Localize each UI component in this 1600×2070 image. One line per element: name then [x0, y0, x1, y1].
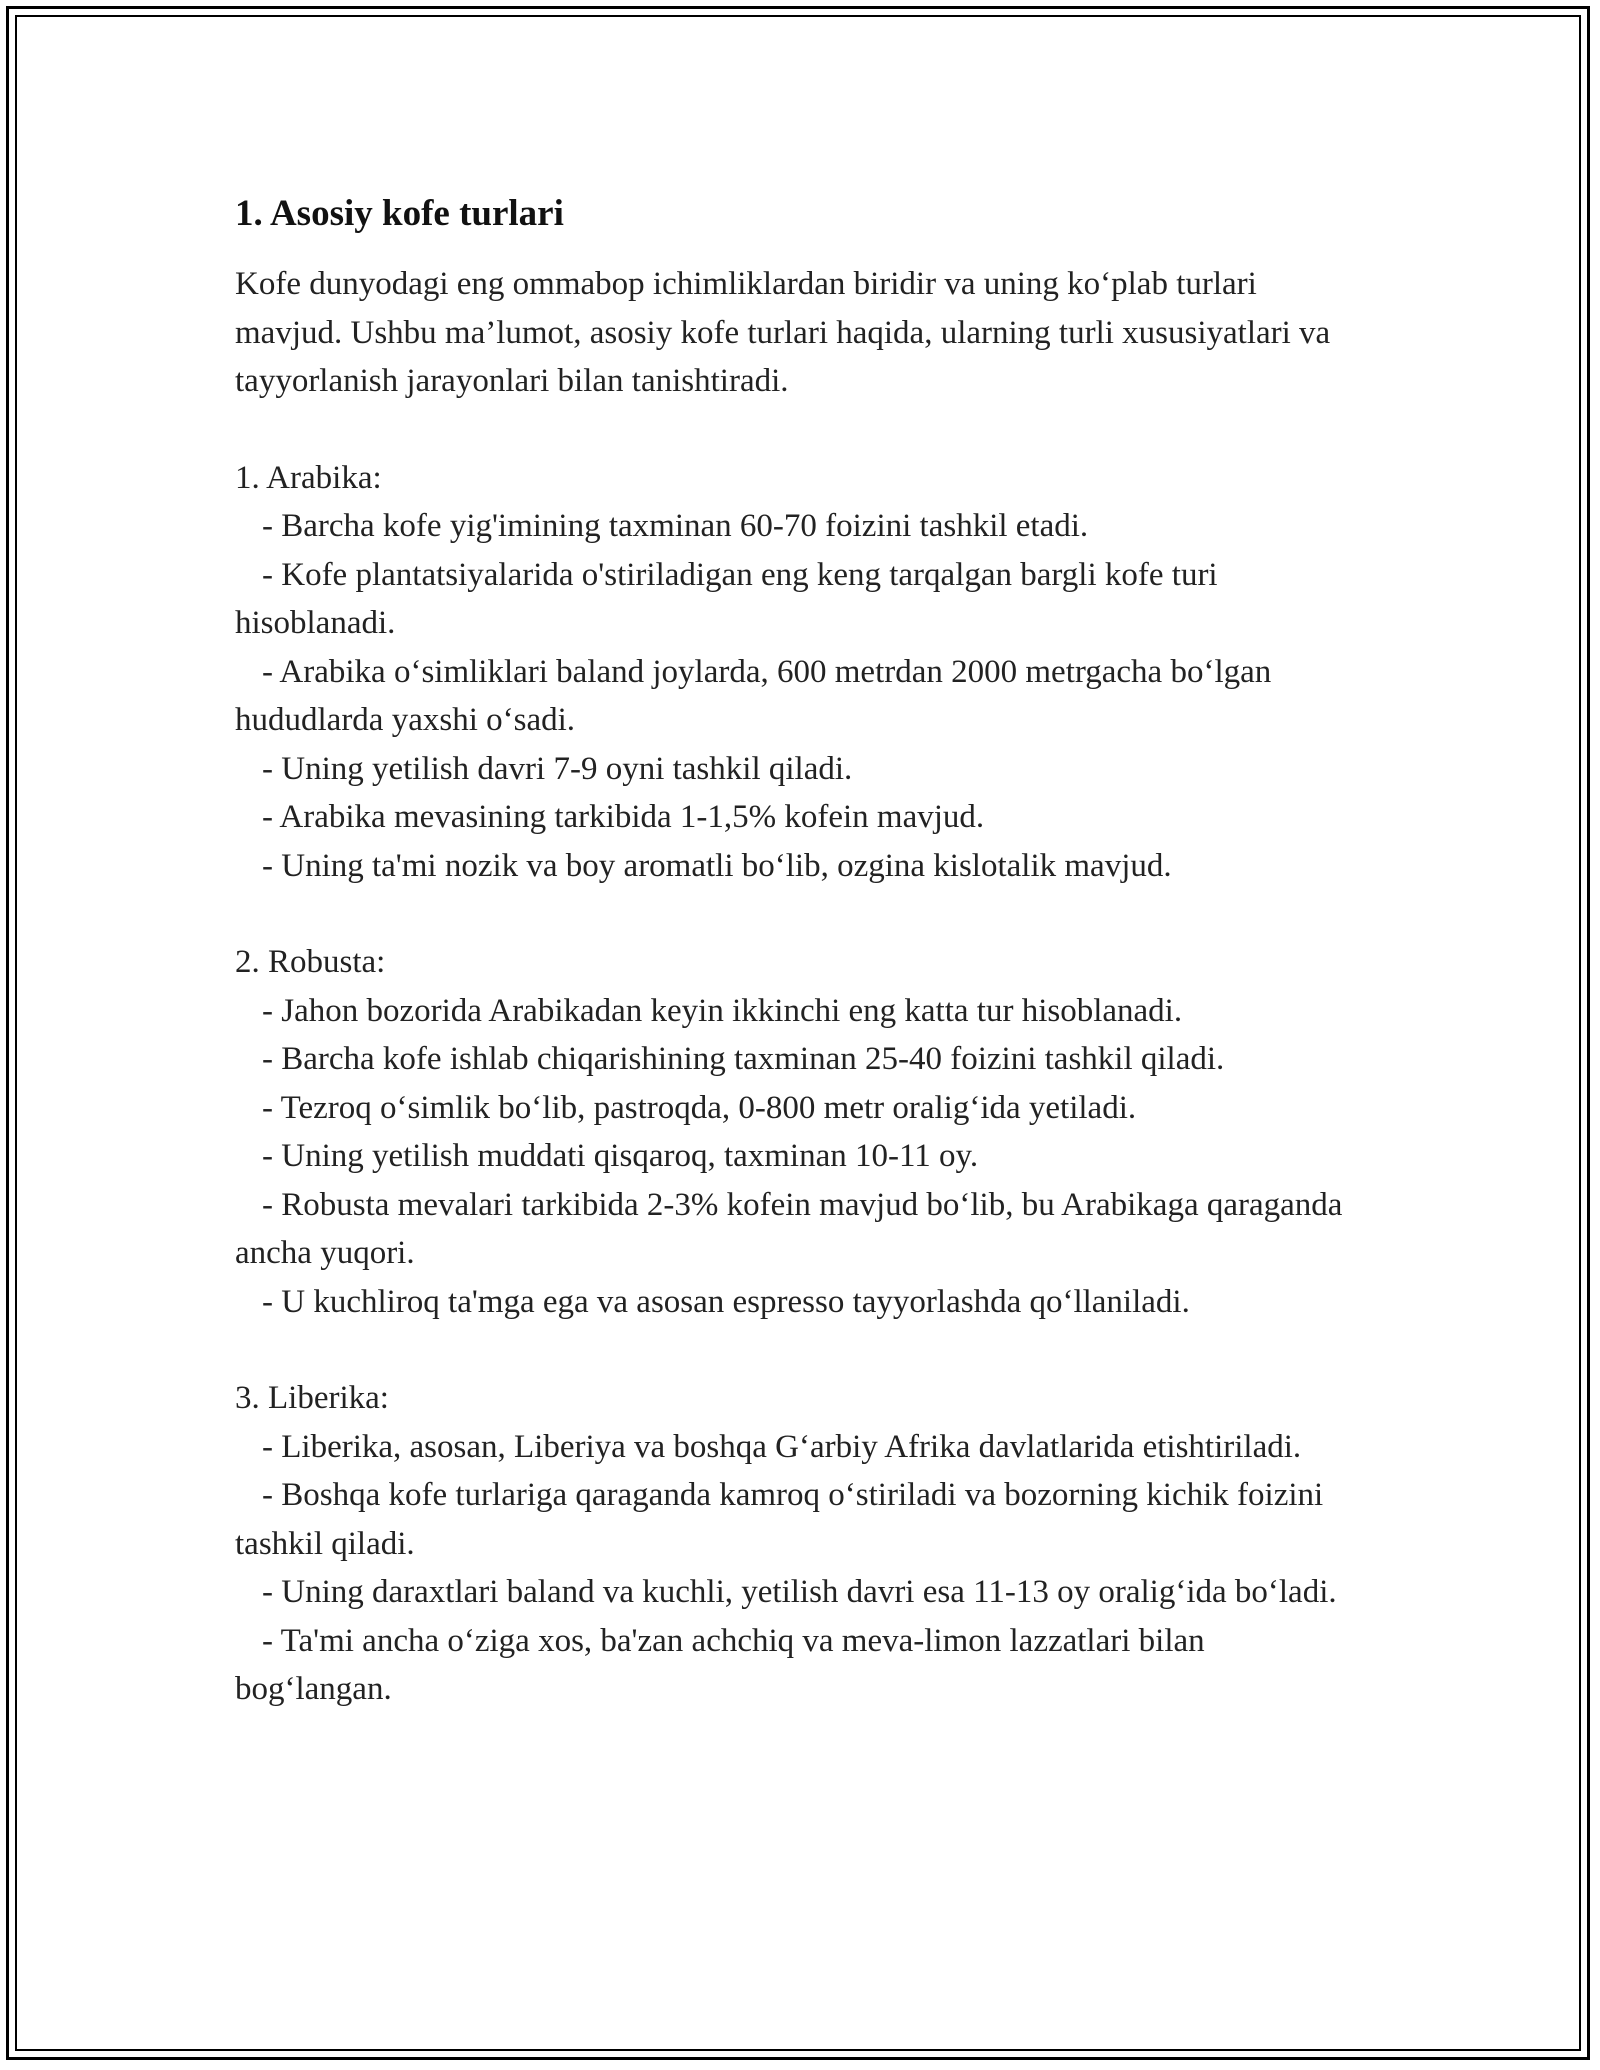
list-item: - Barcha kofe ishlab chiqarishining taxminan 25-40 foizini tashkil qiladi.	[262, 1041, 1225, 1077]
section-title: 3. Liberika:	[235, 1380, 389, 1416]
section-title: 1. Arabika:	[235, 459, 382, 496]
list-item: - Arabika o‘simliklari baland joylarda, 600 metrdan 2000 metrgacha bo‘lgan hududlarda yaxshi o‘sadi.	[235, 653, 1272, 738]
list-item: - Boshqa kofe turlariga qaraganda kamroq o‘stiriladi va bozorning kichik foizini tashkil qiladi.	[235, 1477, 1324, 1562]
list-item: - Tezroq o‘simlik bo‘lib, pastroqda, 0-800 metr oralig‘ida yetiladi.	[262, 1089, 1137, 1126]
list-item: - Uning yetilish muddati qisqaroq, taxminan 10-11 oy.	[262, 1138, 979, 1174]
list-item: - Liberika, asosan, Liberiya va boshqa G‘arbiy Afrika davlatlarida etishtiriladi.	[262, 1428, 1302, 1465]
list-item: - Uning ta'mi nozik va boy aromatli bo‘lib, ozgina kislotalik mavjud.	[262, 847, 1172, 884]
list-item: - Uning yetilish davri 7-9 oyni tashkil qiladi.	[262, 750, 853, 787]
list-item: - Uning daraxtlari baland va kuchli, yetilish davri esa 11-13 oy oralig‘ida bo‘ladi.	[262, 1574, 1337, 1610]
section-title: 2. Robusta:	[235, 944, 386, 980]
list-item: - U kuchliroq ta'mga ega va asosan espresso tayyorlashda qo‘llaniladi.	[262, 1283, 1190, 1320]
section-arabika	[235, 454, 1365, 891]
document-body	[235, 188, 1365, 1714]
list-item: - Ta'mi ancha o‘ziga xos, ba'zan achchiq va meva-limon lazzatlari bilan bog‘langan.	[235, 1622, 1205, 1707]
list-item: - Kofe plantatsiyalarida o'stiriladigan eng keng tarqalgan bargli kofe turi hisoblanadi.	[235, 556, 1218, 641]
document-heading: 1. Asosiy kofe turlari	[235, 193, 564, 234]
list-item: - Arabika mevasining tarkibida 1-1,5% kofein mavjud.	[262, 799, 985, 835]
list-item: - Barcha kofe yig'imining taxminan 60-70 foizini tashkil etadi.	[262, 508, 1089, 544]
list-item: - Jahon bozorida Arabikadan keyin ikkinchi eng katta tur hisoblanadi.	[262, 992, 1183, 1029]
section-liberika	[235, 1374, 1365, 1714]
intro-paragraph: Kofe dunyodagi eng ommabop ichimliklardan biridir va uning ko‘plab turlari mavjud. Ushbu ma’lumot, asosiy kofe turlari haqida, ularning turli xususiyatlari va tayyorlanish jarayonlari bilan tanishtiradi.	[235, 266, 1331, 399]
list-item: - Robusta mevalari tarkibida 2-3% kofein mavjud bo‘lib, bu Arabikaga qaraganda ancha yuqori.	[235, 1186, 1343, 1271]
section-robusta	[235, 938, 1365, 1326]
